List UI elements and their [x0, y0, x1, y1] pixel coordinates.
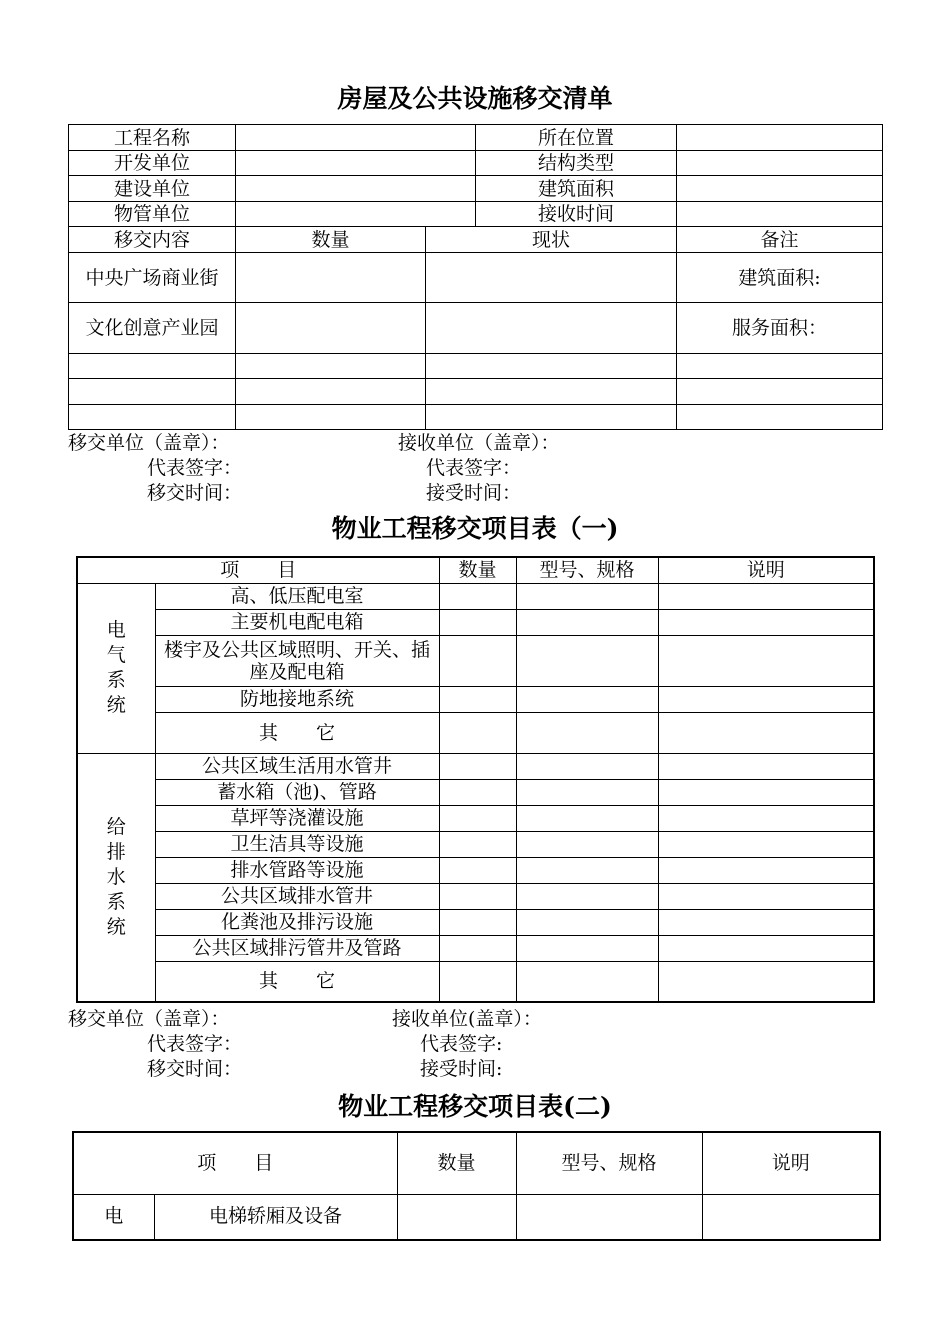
- item-name: 化粪池及排污设施: [155, 909, 439, 935]
- quantity-cell[interactable]: [439, 883, 516, 909]
- spec-cell[interactable]: [516, 909, 658, 935]
- spec-cell[interactable]: [516, 831, 658, 857]
- transfer-unit-label: 移交单位（盖章）：: [68, 432, 230, 454]
- table-row: [77, 883, 874, 909]
- note-cell[interactable]: [658, 961, 874, 1002]
- table-row: [77, 583, 874, 609]
- note-cell[interactable]: [658, 779, 874, 805]
- note-cell[interactable]: [658, 935, 874, 961]
- quantity-cell[interactable]: [236, 303, 426, 354]
- quantity-cell[interactable]: [439, 686, 516, 712]
- column-header: 数量: [236, 227, 426, 253]
- column-header: 说明: [702, 1132, 880, 1194]
- item-name: 防地接地系统: [155, 686, 439, 712]
- spec-cell[interactable]: [516, 805, 658, 831]
- group-label-water: [77, 753, 155, 1002]
- empty-cell[interactable]: [426, 354, 677, 379]
- content-row: [69, 253, 883, 303]
- note-cell[interactable]: [658, 609, 874, 635]
- empty-cell[interactable]: [426, 379, 677, 405]
- empty-cell[interactable]: [426, 405, 677, 430]
- spec-cell[interactable]: [516, 779, 658, 805]
- empty-cell[interactable]: [69, 354, 236, 379]
- project-table-1: [76, 556, 875, 1003]
- table-row: [77, 609, 874, 635]
- content-name: 中央广场商业街: [69, 253, 236, 303]
- table-row: [77, 831, 874, 857]
- content-name: 文化创意产业园: [69, 303, 236, 354]
- info-row: [69, 151, 883, 176]
- quantity-cell[interactable]: [397, 1194, 516, 1240]
- group-name: 给排水系统: [106, 815, 126, 938]
- empty-cell[interactable]: [677, 405, 883, 430]
- column-header: 移交内容: [69, 227, 236, 253]
- spec-cell[interactable]: [516, 686, 658, 712]
- info-label: 建筑面积: [476, 176, 677, 202]
- info-row: [69, 176, 883, 202]
- group-label: 电: [73, 1194, 154, 1240]
- info-value[interactable]: [677, 151, 883, 176]
- info-value[interactable]: [236, 151, 476, 176]
- table-row: [77, 935, 874, 961]
- empty-cell[interactable]: [236, 379, 426, 405]
- handover-list-table: [68, 124, 883, 430]
- table-row: [77, 909, 874, 935]
- column-header: 项 目: [73, 1132, 397, 1194]
- transfer-time-label: 移交时间：: [147, 1058, 243, 1080]
- receive-unit-label: 接收单位(盖章）：: [392, 1008, 542, 1030]
- receive-time-label: 接受时间：: [426, 482, 522, 504]
- sheet3-title: 物业工程移交项目表(二): [338, 1092, 612, 1121]
- info-value[interactable]: [236, 176, 476, 202]
- column-header: 说明: [658, 557, 874, 583]
- empty-row: [69, 379, 883, 405]
- table-row: [77, 686, 874, 712]
- note-cell[interactable]: [658, 883, 874, 909]
- empty-row: [69, 405, 883, 430]
- info-value[interactable]: [677, 176, 883, 202]
- content-row: [69, 303, 883, 354]
- info-label: 开发单位: [69, 151, 236, 176]
- spec-cell[interactable]: [516, 583, 658, 609]
- table-header-row: [77, 557, 874, 583]
- content-header-row: [69, 227, 883, 253]
- table-row: [77, 779, 874, 805]
- info-label: 所在位置: [476, 125, 677, 151]
- column-header: 项 目: [77, 557, 439, 583]
- quantity-cell[interactable]: [439, 609, 516, 635]
- receive-unit-label: 接收单位（盖章）：: [398, 432, 560, 454]
- spec-cell[interactable]: [516, 883, 658, 909]
- note-cell[interactable]: [658, 805, 874, 831]
- info-label: 工程名称: [69, 125, 236, 151]
- empty-cell[interactable]: [236, 405, 426, 430]
- quantity-cell[interactable]: [439, 909, 516, 935]
- quantity-cell[interactable]: [439, 753, 516, 779]
- group-name: 电气系统: [106, 619, 126, 716]
- note-cell[interactable]: [658, 909, 874, 935]
- rep-sign-right: 代表签字：: [426, 457, 522, 479]
- quantity-cell[interactable]: [439, 779, 516, 805]
- info-row: [69, 202, 883, 227]
- column-header: 数量: [439, 557, 516, 583]
- rep-sign-left: 代表签字：: [147, 1033, 243, 1055]
- table-row: [77, 753, 874, 779]
- sheet2-title: 物业工程移交项目表（一): [331, 514, 619, 543]
- quantity-cell[interactable]: [439, 583, 516, 609]
- note-cell[interactable]: [658, 712, 874, 753]
- info-label: 物管单位: [69, 202, 236, 227]
- empty-cell[interactable]: [236, 354, 426, 379]
- item-name: 主要机电配电箱: [155, 609, 439, 635]
- table-row: [77, 805, 874, 831]
- column-header: 数量: [397, 1132, 516, 1194]
- item-name: 草坪等浇灌设施: [155, 805, 439, 831]
- spec-cell[interactable]: [516, 1194, 702, 1240]
- rep-sign-left: 代表签字：: [147, 457, 243, 479]
- empty-cell[interactable]: [69, 405, 236, 430]
- status-cell[interactable]: [426, 253, 677, 303]
- table-row: [77, 712, 874, 753]
- quantity-cell[interactable]: [439, 857, 516, 883]
- spec-cell[interactable]: [516, 635, 658, 686]
- item-name: 电梯轿厢及设备: [154, 1194, 397, 1240]
- item-name: 楼宇及公共区域照明、开关、插座及配电箱: [155, 635, 439, 686]
- info-value[interactable]: [236, 125, 476, 151]
- info-value[interactable]: [236, 202, 476, 227]
- column-header: 现状: [426, 227, 677, 253]
- column-header: 型号、规格: [516, 557, 658, 583]
- quantity-cell[interactable]: [236, 253, 426, 303]
- transfer-unit-label: 移交单位（盖章）：: [68, 1008, 230, 1030]
- info-label: 建设单位: [69, 176, 236, 202]
- empty-row: [69, 354, 883, 379]
- item-name: 蓄水箱（池)、管路: [155, 779, 439, 805]
- item-name: 公共区域排污管井及管路: [155, 935, 439, 961]
- note-cell[interactable]: [658, 635, 874, 686]
- rep-sign-right: 代表签字:: [420, 1033, 503, 1055]
- spec-cell[interactable]: [516, 857, 658, 883]
- item-name: 公共区域排水管井: [155, 883, 439, 909]
- project-table-2: [72, 1131, 881, 1241]
- note-cell[interactable]: [702, 1194, 880, 1240]
- note-cell[interactable]: [658, 857, 874, 883]
- info-value[interactable]: [677, 125, 883, 151]
- sheet1-title: 房屋及公共设施移交清单: [337, 84, 613, 113]
- info-row: [69, 125, 883, 151]
- column-header: 备注: [677, 227, 883, 253]
- quantity-cell[interactable]: [439, 712, 516, 753]
- table-header-row: [73, 1132, 880, 1194]
- item-name: 排水管路等设施: [155, 857, 439, 883]
- empty-cell[interactable]: [677, 379, 883, 405]
- spec-cell[interactable]: [516, 753, 658, 779]
- note-cell[interactable]: [658, 831, 874, 857]
- empty-cell[interactable]: [677, 354, 883, 379]
- info-value[interactable]: [677, 202, 883, 227]
- remark-cell: 服务面积：: [677, 303, 883, 354]
- item-name: 卫生洁具等设施: [155, 831, 439, 857]
- quantity-cell[interactable]: [439, 635, 516, 686]
- note-cell[interactable]: [658, 753, 874, 779]
- table-row: [77, 961, 874, 1002]
- spec-cell[interactable]: [516, 609, 658, 635]
- item-name: 高、低压配电室: [155, 583, 439, 609]
- note-cell[interactable]: [658, 583, 874, 609]
- empty-cell[interactable]: [69, 379, 236, 405]
- remark-cell: 建筑面积:: [677, 253, 883, 303]
- quantity-cell[interactable]: [439, 935, 516, 961]
- transfer-time-label: 移交时间：: [147, 482, 243, 504]
- table-row: [77, 635, 874, 686]
- item-name: 其 它: [155, 961, 439, 1002]
- column-header: 型号、规格: [516, 1132, 702, 1194]
- table-row: [73, 1194, 880, 1240]
- info-label: 结构类型: [476, 151, 677, 176]
- quantity-cell[interactable]: [439, 805, 516, 831]
- note-cell[interactable]: [658, 686, 874, 712]
- spec-cell[interactable]: [516, 961, 658, 1002]
- spec-cell[interactable]: [516, 935, 658, 961]
- info-label: 接收时间: [476, 202, 677, 227]
- quantity-cell[interactable]: [439, 831, 516, 857]
- table-row: [77, 857, 874, 883]
- spec-cell[interactable]: [516, 712, 658, 753]
- item-name: 公共区域生活用水管井: [155, 753, 439, 779]
- quantity-cell[interactable]: [439, 961, 516, 1002]
- item-name: 其 它: [155, 712, 439, 753]
- group-label-electrical: [77, 583, 155, 753]
- receive-time-label: 接受时间:: [420, 1058, 503, 1080]
- status-cell[interactable]: [426, 303, 677, 354]
